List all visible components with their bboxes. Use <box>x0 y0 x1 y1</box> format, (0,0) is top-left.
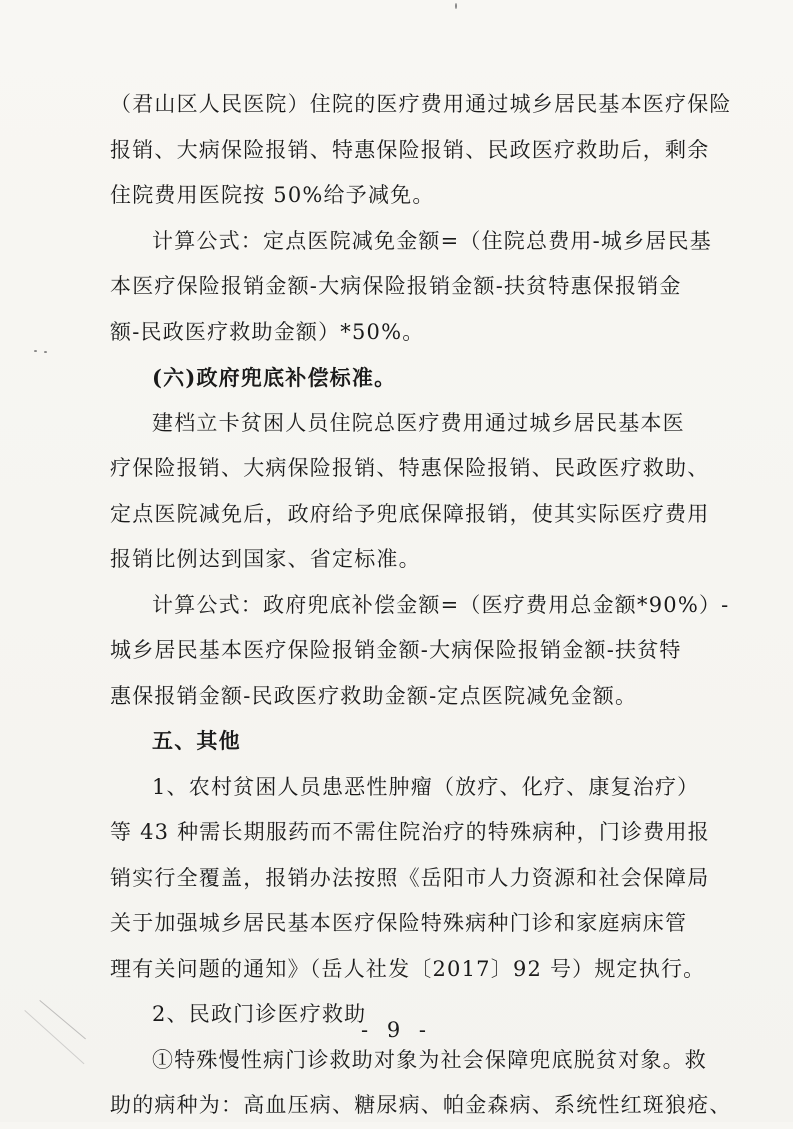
text-line: 报销、大病保险报销、特惠保险报销、民政医疗救助后，剩余 <box>110 137 710 162</box>
text-line: ①特殊慢性病门诊救助对象为社会保障兜底脱贫对象。救 <box>152 1047 707 1072</box>
text-line: 疗保险报销、大病保险报销、特惠保险报销、民政医疗救助、 <box>110 456 710 480</box>
document-body <box>110 82 732 1129</box>
text-line: 城乡居民基本医疗保险报销金额-大病保险报销金额-扶贫特 <box>110 638 682 662</box>
text-line: 住院费用医院按 50%给予减免。 <box>110 183 435 207</box>
text-line: 助的病种为：高血压病、糖尿病、帕金森病、系统性红斑狼疮、 <box>110 1093 732 1117</box>
text-line: 销实行全覆盖，报销办法按照《岳阳市人力资源和社会保障局 <box>110 865 710 890</box>
subsection-heading: 2、民政门诊医疗救助 <box>152 1002 367 1026</box>
scan-speck <box>44 351 47 353</box>
text-line: 惠保报销金额-民政医疗救助金额-定点医院减免金额。 <box>110 683 638 708</box>
text-line: 理有关问题的通知》（岳人社发〔2017〕92 号）规定执行。 <box>110 956 706 981</box>
text-line: 建档立卡贫困人员住院总医疗费用通过城乡居民基本医 <box>152 410 685 435</box>
scan-speck <box>455 3 457 9</box>
section-heading: (六)政府兜底补偿标准。 <box>152 365 397 390</box>
text-line: 等 43 种需长期服药而不需住院治疗的特殊病种，门诊费用报 <box>110 820 710 844</box>
text-line: （君山区人民医院）住院的医疗费用通过城乡居民基本医疗保险 <box>110 92 732 116</box>
formula-line: 计算公式：定点医院减免金额=（住院总费用-城乡居民基 <box>152 228 712 253</box>
text-line: 关于加强城乡居民基本医疗保险特殊病种门诊和家庭病床管 <box>110 911 688 935</box>
scan-speck <box>34 350 37 352</box>
text-line: 本医疗保险报销金额-大病保险报销金额-扶贫特惠保报销金 <box>110 274 682 298</box>
page-number: - 9 - <box>361 1018 432 1042</box>
text-line: 报销比例达到国家、省定标准。 <box>110 547 421 571</box>
text-line: 1、农村贫困人员患恶性肿瘤（放疗、化疗、康复治疗） <box>152 774 700 799</box>
text-line: 额-民政医疗救助金额）*50%。 <box>110 319 425 344</box>
chapter-heading: 五、其他 <box>152 729 241 753</box>
text-line: 定点医院减免后，政府给予兜底保障报销，使其实际医疗费用 <box>110 501 710 526</box>
formula-line: 计算公式：政府兜底补偿金额=（医疗费用总金额*90%）- <box>152 592 730 617</box>
